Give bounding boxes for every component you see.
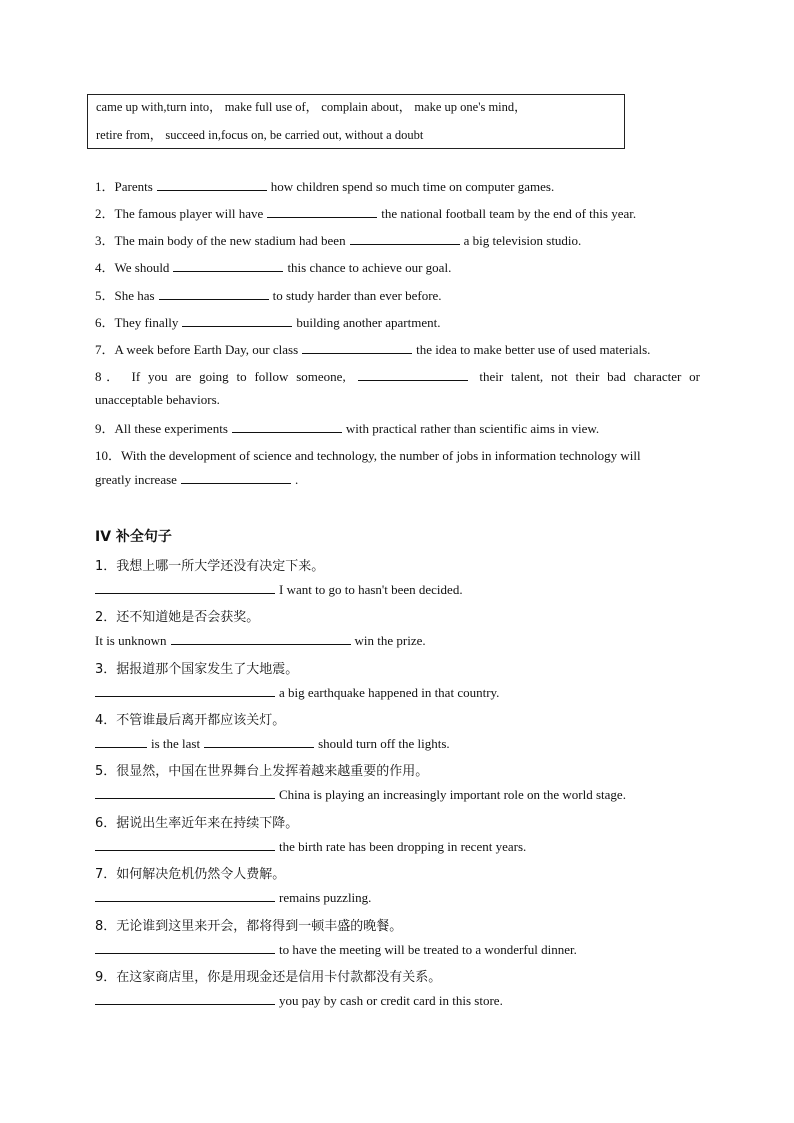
section-title: IV 补全句子 bbox=[95, 529, 172, 545]
answer-blank[interactable] bbox=[95, 735, 147, 748]
answer-blank[interactable] bbox=[95, 581, 275, 594]
answer-blank[interactable] bbox=[350, 232, 460, 245]
word-bank-line-1: came up with,turn into， make full use of， complain about， make up one's mind， bbox=[96, 100, 527, 114]
exercise-4: 4．We should this chance to achieve our goal. bbox=[95, 260, 452, 275]
answer-blank[interactable] bbox=[232, 420, 342, 433]
sentence-1-english: I want to go to hasn't been decided. bbox=[95, 581, 463, 598]
answer-blank[interactable] bbox=[173, 259, 283, 272]
sentence-4-english: is the last should turn off the lights. bbox=[95, 735, 450, 752]
answer-blank[interactable] bbox=[95, 786, 275, 799]
exercise-10-cont: greatly increase . bbox=[95, 472, 299, 487]
sentence-7-chinese: 7．如何解决危机仍然令人费解。 bbox=[95, 867, 286, 882]
exercise-8-cont: unacceptable behaviors. bbox=[95, 392, 220, 407]
answer-blank[interactable] bbox=[171, 632, 351, 645]
exercise-8: 8． If you are going to follow someone, their talent, not their bad character or bbox=[95, 369, 701, 384]
answer-blank[interactable] bbox=[267, 205, 377, 218]
answer-blank[interactable] bbox=[95, 941, 275, 954]
exercise-6: 6．They finally building another apartment. bbox=[95, 315, 441, 330]
answer-blank[interactable] bbox=[358, 368, 468, 381]
exercise-2: 2．The famous player will have the national football team by the end of this year. bbox=[95, 206, 637, 221]
exercise-3: 3．The main body of the new stadium had been a big television studio. bbox=[95, 233, 582, 248]
sentence-6-english: the birth rate has been dropping in recent years. bbox=[95, 838, 526, 855]
answer-blank[interactable] bbox=[181, 471, 291, 484]
answer-blank[interactable] bbox=[157, 178, 267, 191]
sentence-1-chinese: 1．我想上哪一所大学还没有决定下来。 bbox=[95, 559, 325, 574]
sentence-8-english: to have the meeting will be treated to a wonderful dinner. bbox=[95, 941, 577, 958]
sentence-4-chinese: 4．不管谁最后离开都应该关灯。 bbox=[95, 713, 286, 728]
sentence-3-english: a big earthquake happened in that country. bbox=[95, 684, 499, 701]
exercise-9: 9．All these experiments with practical rather than scientific aims in view. bbox=[95, 421, 600, 436]
sentence-8-chinese: 8．无论谁到这里来开会，都将得到一顿丰盛的晚餐。 bbox=[95, 919, 403, 934]
exercise-1: 1．Parents how children spend so much time on computer games. bbox=[95, 179, 555, 194]
sentence-5-chinese: 5．很显然，中国在世界舞台上发挥着越来越重要的作用。 bbox=[95, 764, 429, 779]
answer-blank[interactable] bbox=[95, 684, 275, 697]
answer-blank[interactable] bbox=[182, 314, 292, 327]
sentence-9-chinese: 9．在这家商店里，你是用现金还是信用卡付款都没有关系。 bbox=[95, 970, 442, 985]
sentence-7-english: remains puzzling. bbox=[95, 889, 371, 906]
sentence-2-chinese: 2．还不知道她是否会获奖。 bbox=[95, 610, 260, 625]
answer-blank[interactable] bbox=[95, 889, 275, 902]
exercise-5: 5．She has to study harder than ever before. bbox=[95, 288, 442, 303]
answer-blank[interactable] bbox=[159, 287, 269, 300]
answer-blank[interactable] bbox=[204, 735, 314, 748]
exercise-10: 10．With the development of science and technology, the number of jobs in information technology will bbox=[95, 448, 641, 463]
exercise-7: 7．A week before Earth Day, our class the idea to make better use of used materials. bbox=[95, 342, 651, 357]
word-bank-line-2: retire from， succeed in,focus on, be carried out, without a doubt bbox=[96, 128, 424, 142]
sentence-2-english: It is unknown win the prize. bbox=[95, 633, 426, 648]
sentence-3-chinese: 3．据报道那个国家发生了大地震。 bbox=[95, 662, 299, 677]
sentence-6-chinese: 6．据说出生率近年来在持续下降。 bbox=[95, 816, 299, 831]
answer-blank[interactable] bbox=[95, 838, 275, 851]
sentence-5-english: China is playing an increasingly important role on the world stage. bbox=[95, 786, 626, 803]
word-bank-box bbox=[87, 94, 625, 149]
answer-blank[interactable] bbox=[302, 341, 412, 354]
sentence-9-english: you pay by cash or credit card in this store. bbox=[95, 992, 503, 1009]
answer-blank[interactable] bbox=[95, 992, 275, 1005]
